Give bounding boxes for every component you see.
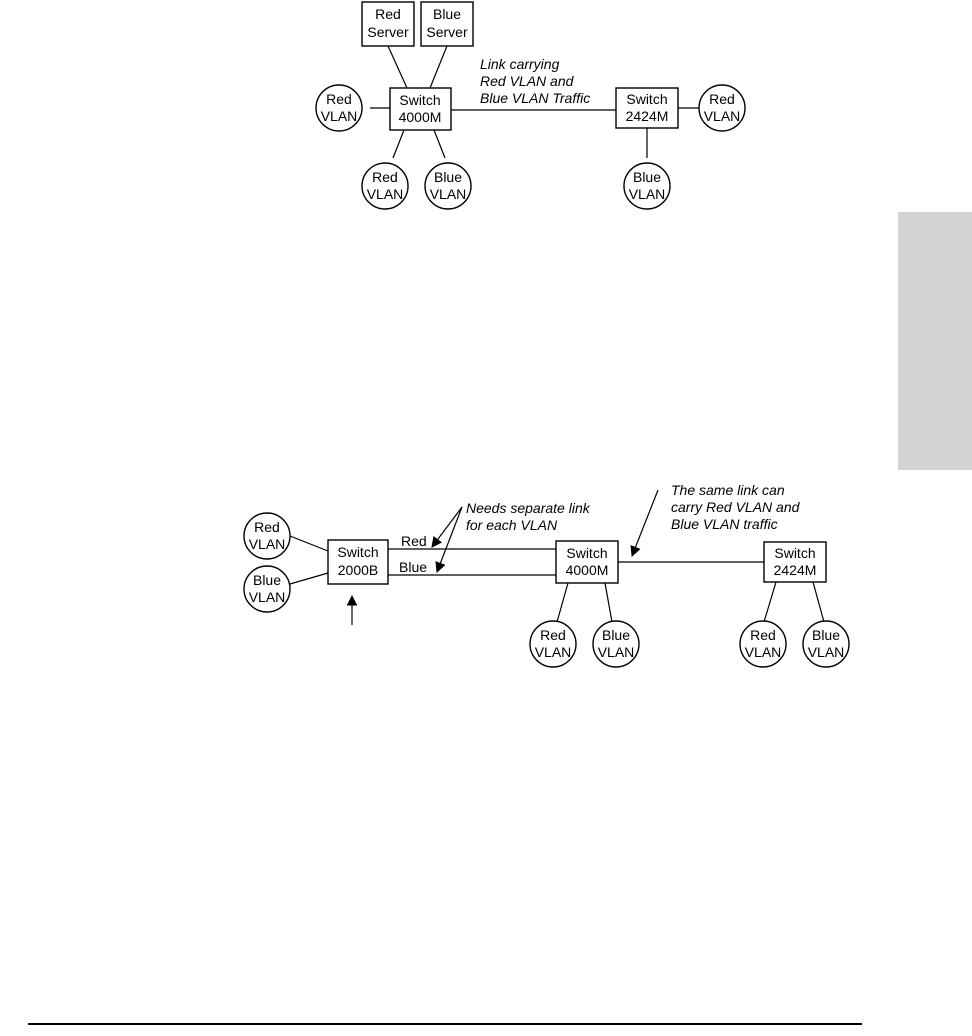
wire-4000m-to-red-vlan-mid — [557, 583, 568, 622]
wire-red-server-to-4000m — [388, 46, 407, 88]
trunk-link-note — [480, 56, 590, 106]
switch-2424m-label-line1: Switch — [626, 91, 668, 107]
red-vlan-left-label-line1: Red — [326, 91, 352, 107]
switch-4000m-label-line1: Switch — [399, 92, 441, 108]
same-link-note — [671, 482, 801, 532]
red-vlan-right-label-line1: Red — [709, 91, 735, 107]
switch-2000b-box — [328, 540, 388, 584]
diagram-2 — [244, 482, 849, 667]
trunk-link-note-line3: Blue VLAN Traffic — [480, 90, 591, 106]
arrow-to-trunk-link — [632, 490, 658, 556]
blue-vlan-left-label-line2: VLAN — [248, 589, 286, 605]
blue-vlan-left-node — [244, 566, 290, 612]
blue-vlan-right-node — [803, 621, 849, 667]
blue-vlan-mid-label-line2: VLAN — [597, 644, 635, 660]
wire-4000m-to-red-vlan-bottom — [393, 130, 404, 158]
wire-red-vlan-to-2000b — [290, 536, 328, 551]
arrow-to-red-link — [432, 507, 462, 547]
diagram-1 — [316, 2, 745, 209]
red-link-label: Red — [401, 533, 427, 549]
blue-vlan-right-node — [624, 163, 670, 209]
footer-rule — [28, 1023, 862, 1025]
blue-link-label: Blue — [399, 559, 428, 575]
switch-2424m-box — [616, 88, 678, 128]
switch-4000m-box — [556, 541, 618, 583]
wire-blue-vlan-to-2000b — [290, 573, 328, 584]
red-vlan-bottom-label-line2: VLAN — [366, 186, 404, 202]
separate-link-note-line2: for each VLAN — [466, 517, 558, 533]
blue-server-box — [421, 2, 473, 46]
red-vlan-left-label-line1: Red — [254, 519, 280, 535]
red-server-label-line1: Red — [375, 6, 401, 22]
blue-vlan-bottom-label-line2: VLAN — [429, 186, 467, 202]
switch-4000m-label-line2: 4000M — [565, 562, 609, 578]
switch-2000b-label-line2: 2000B — [337, 562, 379, 578]
arrow-to-blue-link — [437, 507, 462, 572]
same-link-note-line2: carry Red VLAN and — [671, 499, 800, 515]
red-vlan-right-node — [740, 621, 786, 667]
wire-4000m-to-blue-vlan-mid — [605, 583, 612, 622]
red-vlan-left-node — [244, 513, 290, 559]
blue-vlan-bottom-label-line1: Blue — [433, 169, 463, 185]
blue-server-label-line2: Server — [426, 24, 468, 40]
switch-2424m-label-line2: 2424M — [773, 562, 817, 578]
switch-4000m-box — [390, 88, 451, 130]
blue-vlan-right-label-line1: Blue — [811, 627, 841, 643]
blue-vlan-bottom-node — [425, 163, 471, 209]
blue-vlan-right-label-line2: VLAN — [807, 644, 845, 660]
trunk-link-note-line1: Link carrying — [480, 56, 560, 72]
switch-4000m-label-line1: Switch — [566, 545, 608, 561]
blue-vlan-right-label-line2: VLAN — [628, 186, 666, 202]
red-vlan-left-label-line2: VLAN — [320, 108, 358, 124]
wire-2424m-to-red-vlan-right — [764, 582, 776, 622]
blue-vlan-left-label-line1: Blue — [252, 572, 282, 588]
wire-4000m-to-blue-vlan-bottom — [434, 130, 445, 158]
red-vlan-right-label-line2: VLAN — [703, 108, 741, 124]
red-vlan-left-label-line2: VLAN — [248, 536, 286, 552]
same-link-note-line3: Blue VLAN traffic — [671, 516, 778, 532]
red-vlan-mid-label-line2: VLAN — [534, 644, 572, 660]
red-vlan-mid-label-line1: Red — [540, 627, 566, 643]
red-server-label-line2: Server — [367, 24, 409, 40]
red-vlan-left-node — [316, 85, 362, 131]
wire-2424m-to-blue-vlan-right — [813, 582, 824, 622]
blue-vlan-mid-node — [593, 621, 639, 667]
blue-vlan-right-label-line1: Blue — [632, 169, 662, 185]
switch-2424m-label-line2: 2424M — [625, 108, 669, 124]
red-server-box — [362, 2, 414, 46]
red-vlan-right-label-line1: Red — [750, 627, 776, 643]
switch-2000b-label-line1: Switch — [337, 544, 379, 560]
blue-server-label-line1: Blue — [432, 6, 462, 22]
separate-link-note-line1: Needs separate link — [466, 500, 590, 516]
wire-blue-server-to-4000m — [430, 46, 447, 88]
blue-vlan-mid-label-line1: Blue — [601, 627, 631, 643]
red-vlan-bottom-node — [362, 163, 408, 209]
red-vlan-bottom-label-line1: Red — [372, 169, 398, 185]
trunk-link-note-line2: Red VLAN and — [480, 73, 574, 89]
switch-2424m-label-line1: Switch — [774, 545, 816, 561]
red-vlan-right-node — [699, 85, 745, 131]
red-vlan-right-label-line2: VLAN — [744, 644, 782, 660]
red-vlan-mid-node — [530, 621, 576, 667]
switch-2424m-box — [764, 542, 826, 582]
same-link-note-line1: The same link can — [671, 482, 785, 498]
switch-4000m-label-line2: 4000M — [398, 109, 442, 125]
separate-link-note — [466, 500, 591, 533]
